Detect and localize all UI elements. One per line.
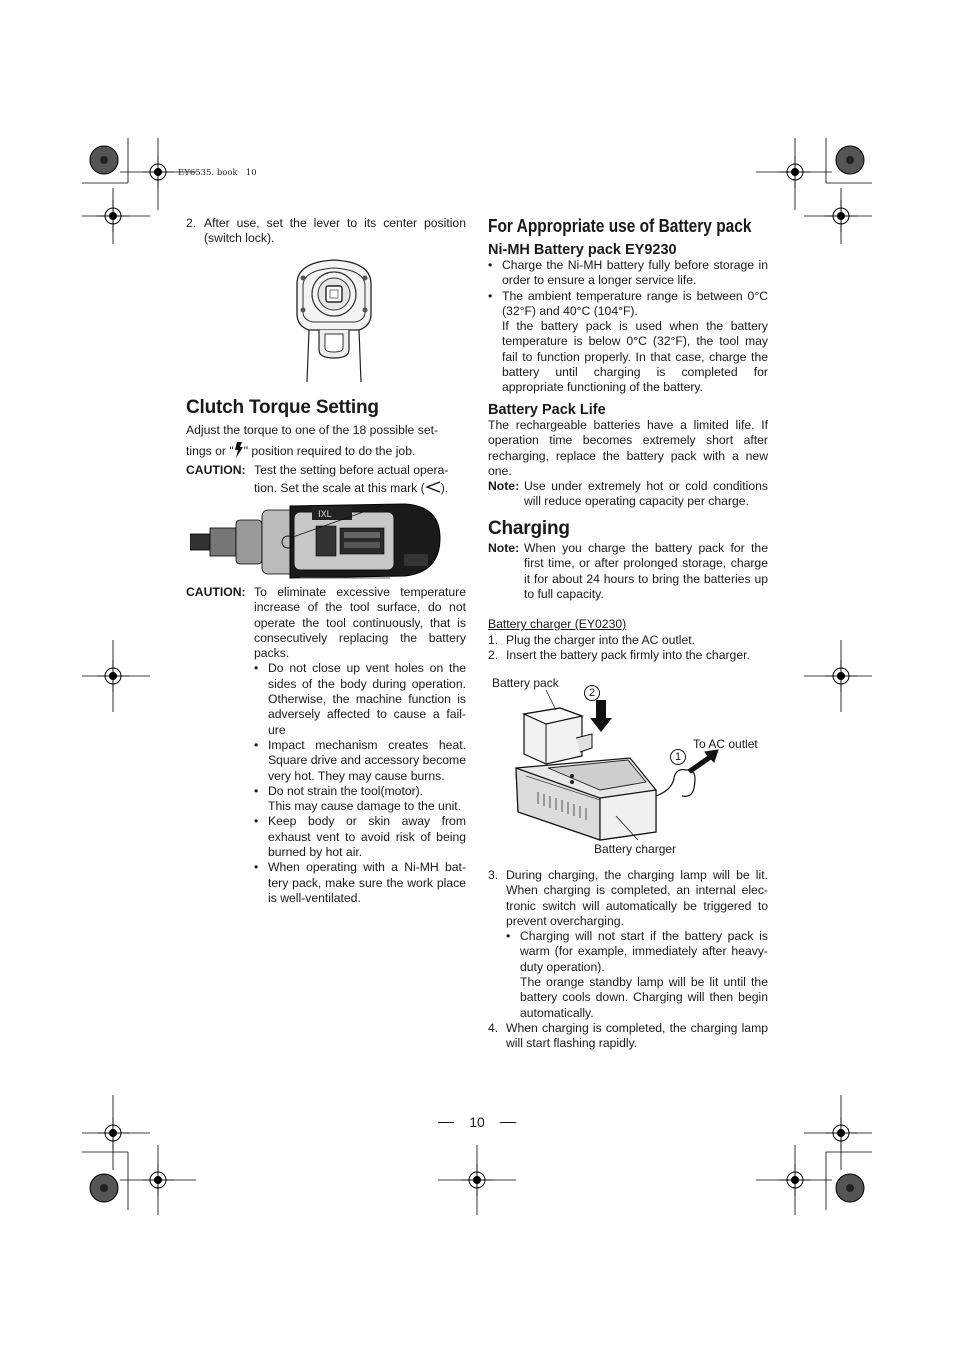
dash-left <box>438 1122 454 1123</box>
ni-mh-section <box>488 258 768 396</box>
caution-bullet-5: • When operating with a Ni-MH bat-tery pack, make sure the work place is well-ventilated. <box>254 860 466 906</box>
clutch-paragraph: Adjust the torque to one of the 18 possible set- tings or " " position required to do the job. <box>186 423 439 458</box>
charging-steps-1-2 <box>488 633 768 664</box>
step-marker-2: 2 <box>584 685 600 701</box>
tool-rear-view-illustration <box>289 254 379 384</box>
charging-step-3-bullet: • Charging will not start if the battery pack is warm (for example, immediately after heavy-duty operation). The orange standby lamp will be lit until the battery cools down. Charging will then begin automatically. <box>506 929 768 1021</box>
ni-mh-title: Ni-MH Battery pack EY9230 <box>488 242 677 258</box>
drill-mode-icon <box>234 442 244 458</box>
caution-bullet-2: • Impact mechanism creates heat. Square drive and accessory become very hot. They may cause burns. <box>254 738 466 784</box>
left-column <box>186 216 466 247</box>
caution-label: CAUTION: <box>186 463 246 477</box>
caution-1: CAUTION: Test the setting before actual opera- tion. Set the scale at this mark ( ). <box>186 463 449 495</box>
caution-bullet-1: • Do not close up vent holes on the sides of the body during operation. Otherwise, the machine function is adversely affected to cause a fail-ure <box>254 661 466 737</box>
caution-label-2: CAUTION: <box>186 585 246 599</box>
svg-text:ⅠXL: ⅠXL <box>318 509 332 519</box>
clutch-torque-title: Clutch Torque Setting <box>186 397 379 418</box>
charging-step-1: 1. Plug the charger into the AC outlet. <box>488 633 696 647</box>
step-marker-1: 1 <box>670 749 686 765</box>
book-reference: EY6535. book 10 <box>178 168 257 178</box>
page-number-footer <box>438 1114 516 1130</box>
charging-note: Note: When you charge the battery pack for the first time, or after prolonged storage, charge it for about 24 hours to bring the batteries up to full capacity. <box>488 541 768 601</box>
charger-heading: Battery charger (EY0230) <box>488 617 627 631</box>
ni-mh-bullet-2: • The ambient temperature range is between 0°C (32°F) and 40°C (104°F). If the battery pack is used when the battery temperature is below 0°C (32°F), the tool may fail to function properly. In that case, charge the battery until charging is completed for appropriate functioning of the battery. <box>488 289 768 396</box>
battery-charger-label: Battery charger <box>594 842 677 856</box>
caution-bullet-3: • Do not strain the tool(motor). This may cause damage to the unit. <box>254 784 466 815</box>
impact-wrench-side-illustration <box>190 498 444 584</box>
caution-2: CAUTION: To eliminate excessive temperature increase of the tool surface, do not operate the tool continuously, that is consecutively replacing the battery packs. • Do not close up vent holes on the sides of the body during operation. Otherwise, the machine function is adversely affected to cause a fail-ure • Impact mechanism creates heat. Square drive and accessory become very hot. They may cause burns. • Do not strain the tool(motor). This may cause damage to the unit. • Keep body or skin away from exhaust vent to avoid risk of being burned by hot air. • When operating with a Ni-MH bat-tery pack, make sure the work place is well-ventilated. <box>186 585 466 906</box>
caution-bullet-4: • Keep body or skin away from exhaust vent to avoid risk of being burned by hot air. <box>254 814 466 860</box>
page-number: 10 <box>469 1114 485 1130</box>
battery-use-title: For Appropriate use of Battery pack <box>488 216 752 236</box>
charging-step-2: 2. Insert the battery pack firmly into the charger. <box>488 648 750 663</box>
battery-life-note: Note: Use under extremely hot or cold conditions will reduce operating capacity per charge. <box>488 479 768 509</box>
charging-title: Charging <box>488 518 570 539</box>
battery-life-title: Battery Pack Life <box>488 402 606 418</box>
charging-step-4: 4. When charging is completed, the charging lamp will start flashing rapidly. <box>488 1020 768 1051</box>
scale-mark-icon <box>425 481 441 493</box>
charging-step-3: 3. During charging, the charging lamp will be lit. When charging is completed, an internal elec-tronic switch will automatically be triggered to prevent overcharging. • Charging will not start if the battery pack is warm (for example, immediately after heavy-duty operation). The orange standby lamp will be lit until the battery cools down. Charging will then begin automatically. <box>488 868 768 1021</box>
dash-right <box>500 1122 516 1123</box>
battery-charger-illustration <box>488 672 768 862</box>
ni-mh-bullet-1: • Charge the Ni-MH battery fully before storage in order to ensure a longer service life. <box>488 258 768 289</box>
battery-life-section: The rechargeable batteries have a limited life. If operation time becomes extremely short after recharging, replace the battery pack with a new one. Note: Use under extremely hot or cold conditions will reduce operating capacity per charge. <box>488 418 768 509</box>
step-2: 2. After use, set the lever to its center position (switch lock). <box>186 216 466 246</box>
charging-steps-3-4 <box>488 868 768 1052</box>
battery-pack-label: Battery pack <box>492 676 559 690</box>
to-ac-outlet-label: To AC outlet <box>693 737 758 751</box>
